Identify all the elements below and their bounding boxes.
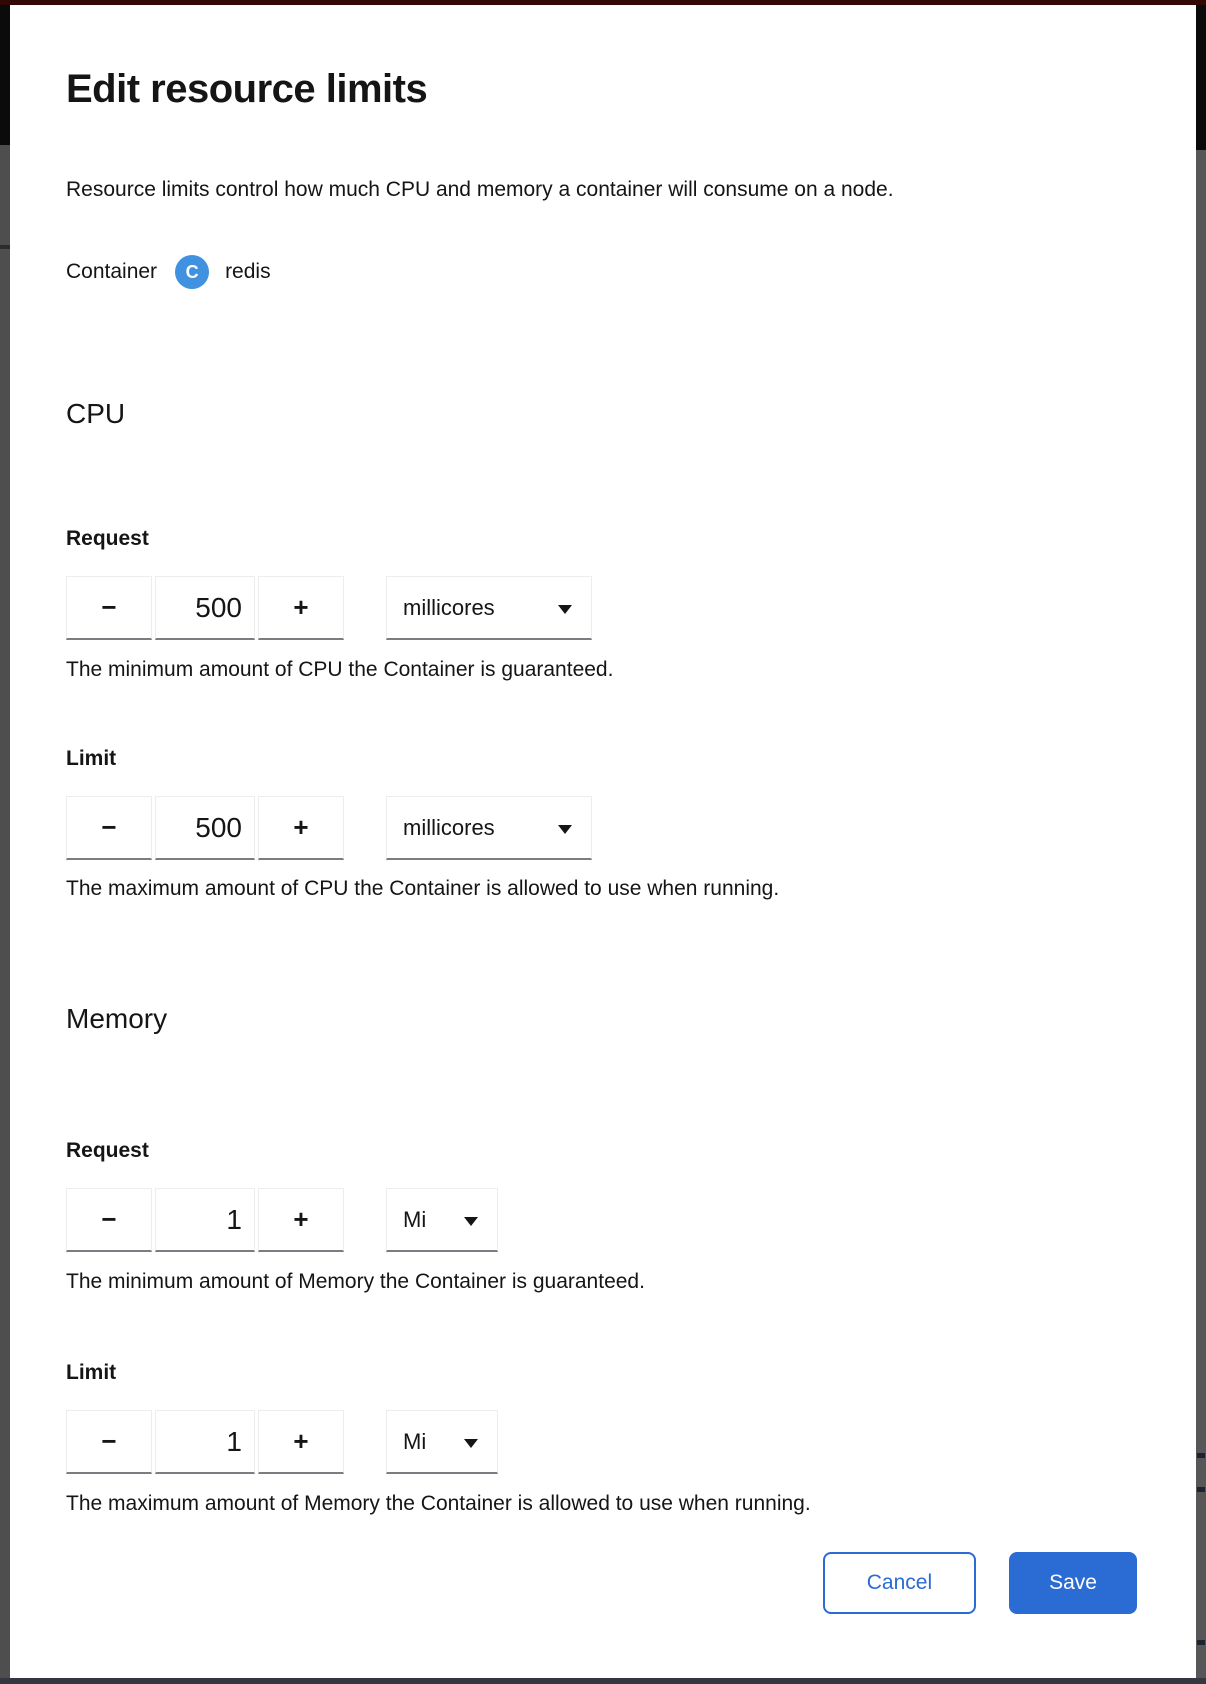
cpu-limit-unit-select[interactable] (386, 796, 592, 860)
cpu-request-input-row (66, 576, 1137, 640)
modal-description: Resource limits control how much CPU and memory a container will consume on a node. (66, 178, 894, 201)
memory-request-value-input[interactable] (155, 1188, 255, 1252)
background-text-fragment (1197, 1487, 1205, 1492)
memory-request-unit-select[interactable] (386, 1188, 498, 1252)
plus-button[interactable]: + (258, 796, 344, 860)
plus-button[interactable]: + (258, 1410, 344, 1474)
section-heading-memory: Memory (66, 1003, 168, 1034)
memory-limit-help-text: The maximum amount of Memory the Container is allowed to use when running. (66, 1492, 811, 1515)
cpu-request-unit-select[interactable] (386, 576, 592, 640)
cpu-limit-input-row (66, 796, 1137, 860)
plus-button[interactable]: + (258, 576, 344, 640)
modal-title: Edit resource limits (66, 67, 428, 111)
save-button[interactable]: Save (1009, 1552, 1137, 1614)
cpu-limit-label: Limit (66, 747, 117, 770)
background-text-fragment (1197, 1640, 1205, 1645)
edit-resource-limits-modal (10, 5, 1196, 1678)
memory-limit-unit-select[interactable] (386, 1410, 498, 1474)
page-left-edge (0, 5, 10, 1678)
cpu-limit-value-input[interactable] (155, 796, 255, 860)
page-top-edge (0, 0, 1206, 5)
plus-button[interactable]: + (258, 1188, 344, 1252)
memory-limit-input-row (66, 1410, 1137, 1474)
memory-request-input-row (66, 1188, 1137, 1252)
minus-button[interactable]: − (66, 796, 152, 860)
unit-select-value: Mi (403, 1206, 427, 1232)
minus-button[interactable]: − (66, 1410, 152, 1474)
minus-button[interactable]: − (66, 1188, 152, 1252)
page-right-edge (1196, 5, 1206, 1678)
memory-request-label: Request (66, 1139, 149, 1162)
modal-footer (66, 1552, 1137, 1614)
memory-request-help-text: The minimum amount of Memory the Container is guaranteed. (66, 1270, 645, 1293)
memory-limit-label: Limit (66, 1361, 117, 1384)
caret-down-icon (558, 605, 572, 614)
unit-select-value: millicores (403, 594, 495, 620)
unit-select-value: Mi (403, 1428, 427, 1454)
container-row (66, 254, 1137, 290)
cpu-limit-help-text: The maximum amount of CPU the Container is allowed to use when running. (66, 877, 780, 900)
caret-down-icon (464, 1439, 478, 1448)
section-heading-cpu: CPU (66, 398, 126, 429)
cpu-request-label: Request (66, 527, 149, 550)
memory-limit-value-input[interactable] (155, 1410, 255, 1474)
page-bottom-edge (0, 1678, 1206, 1684)
cancel-button[interactable]: Cancel (823, 1552, 976, 1614)
background-text-fragment (1197, 1453, 1205, 1458)
cpu-request-value-input[interactable] (155, 576, 255, 640)
container-resource-icon: C (175, 255, 209, 289)
caret-down-icon (464, 1217, 478, 1226)
cpu-request-help-text: The minimum amount of CPU the Container is guaranteed. (66, 658, 614, 681)
caret-down-icon (558, 825, 572, 834)
container-name: redis (225, 260, 271, 283)
container-label: Container (66, 260, 158, 283)
unit-select-value: millicores (403, 814, 495, 840)
minus-button[interactable]: − (66, 576, 152, 640)
